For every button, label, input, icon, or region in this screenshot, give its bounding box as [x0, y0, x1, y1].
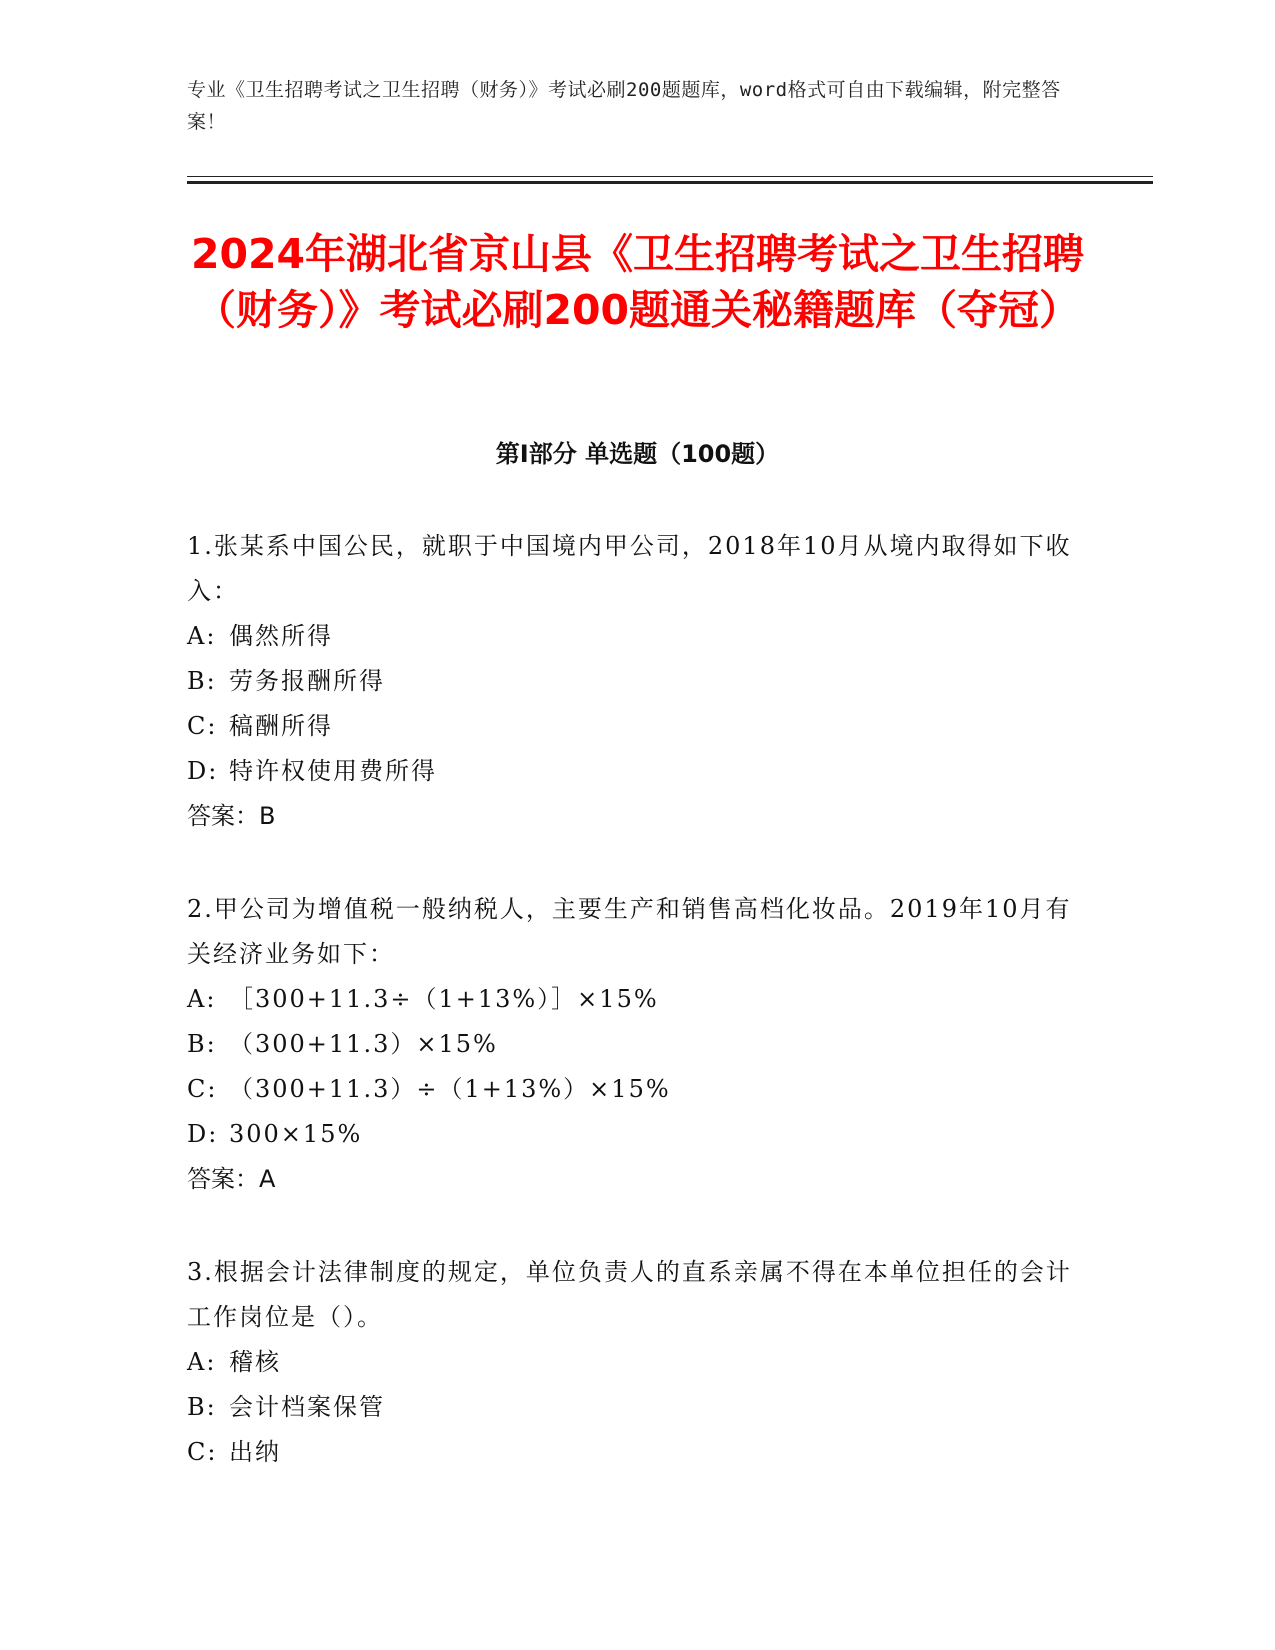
answer-line: 答案：A: [187, 1165, 276, 1193]
option-key: C:: [187, 1438, 218, 1466]
option-d: [187, 749, 1087, 794]
option-text: 会计档案保管: [229, 1393, 385, 1421]
section-title: 第Ⅰ部分 单选题（100题）: [495, 440, 780, 468]
option-a: [187, 614, 1087, 659]
option-list: [187, 614, 1087, 794]
option-text: （300+11.3）×15%: [229, 1030, 498, 1058]
option-key: B:: [187, 1393, 217, 1421]
option-key: A:: [187, 622, 217, 650]
option-list: [187, 1340, 1087, 1475]
option-text: ［300+11.3÷（1+13%）］×15%: [229, 985, 659, 1013]
option-a: [187, 977, 1087, 1022]
option-key: B:: [187, 1030, 217, 1058]
question-stem: 2.甲公司为增值税一般纳税人，主要生产和销售高档化妆品。2019年10月有关经济业务如下：: [187, 895, 1072, 968]
option-d: [187, 1112, 1087, 1157]
option-a: [187, 1340, 1087, 1385]
option-key: D:: [187, 757, 219, 785]
option-text: 劳务报酬所得: [229, 667, 385, 695]
answer-line: 答案：B: [187, 802, 276, 830]
option-text: （300+11.3）÷（1+13%）×15%: [229, 1075, 671, 1103]
option-key: C:: [187, 712, 218, 740]
question-stem: 1.张某系中国公民，就职于中国境内甲公司，2018年10月从境内取得如下收入：: [187, 532, 1072, 605]
option-key: C:: [187, 1075, 218, 1103]
option-text: 300×15%: [229, 1120, 363, 1148]
option-text: 偶然所得: [229, 622, 333, 650]
header-divider-thick: [187, 181, 1153, 184]
option-b: [187, 1385, 1087, 1430]
option-key: A:: [187, 985, 217, 1013]
question-list: [187, 524, 1087, 1523]
question-3: [187, 1250, 1087, 1475]
question-1: [187, 524, 1087, 839]
option-text: 稿酬所得: [229, 712, 333, 740]
option-key: B:: [187, 667, 217, 695]
option-text: 稽核: [229, 1348, 281, 1376]
intro-text: 专业《卫生招聘考试之卫生招聘（财务）》考试必刷200题题库，word格式可自由下载编辑，附完整答案！: [187, 79, 1061, 133]
option-text: 特许权使用费所得: [229, 757, 437, 785]
option-b: [187, 659, 1087, 704]
option-c: [187, 704, 1087, 749]
question-stem: 3.根据会计法律制度的规定，单位负责人的直系亲属不得在本单位担任的会计工作岗位是（）。: [187, 1258, 1072, 1331]
option-text: 出纳: [229, 1438, 281, 1466]
option-c: [187, 1430, 1087, 1475]
option-b: [187, 1022, 1087, 1067]
option-key: D:: [187, 1120, 219, 1148]
option-c: [187, 1067, 1087, 1112]
question-2: [187, 887, 1087, 1202]
document-title: 2024年湖北省京山县《卫生招聘考试之卫生招聘（财务）》考试必刷200题通关秘籍题库（夺冠）: [190, 230, 1085, 334]
option-list: [187, 977, 1087, 1157]
option-key: A:: [187, 1348, 217, 1376]
header-divider-thin: [187, 176, 1153, 177]
